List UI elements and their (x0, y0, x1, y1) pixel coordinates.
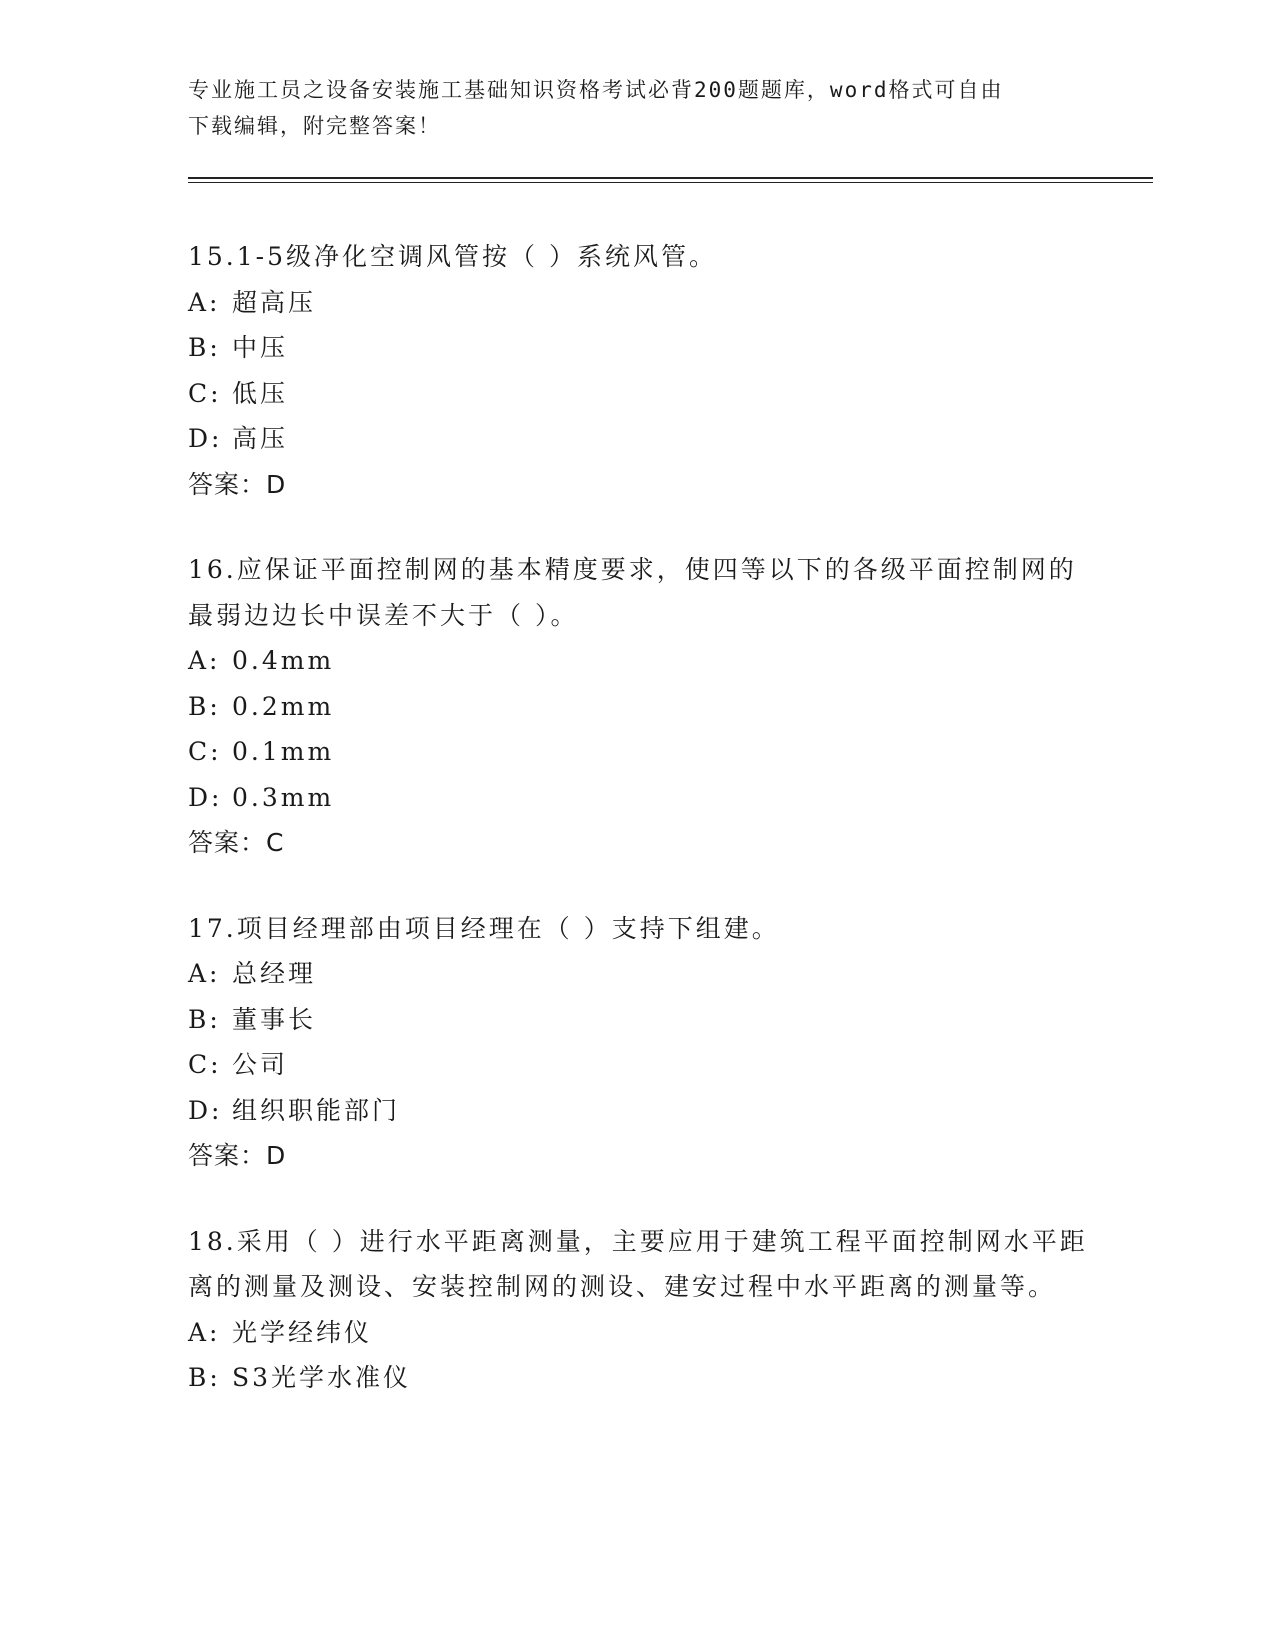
option-key: A: (188, 959, 221, 988)
option-text: 0.3mm (232, 782, 335, 812)
option-text: 光学经纬仪 (232, 1317, 373, 1347)
question-text: 18.采用（ ）进行水平距离测量，主要应用于建筑工程平面控制网水平距离的测量及测设、安装控制网的测设、建安过程中水平距离的测量等。 (188, 1226, 1088, 1301)
option-c (188, 1042, 1088, 1088)
option-key: A: (188, 646, 221, 675)
option-text: 低压 (232, 378, 289, 408)
option-a (188, 638, 1088, 684)
option-key: A: (188, 1317, 221, 1347)
header-title-line-2: 下载编辑，附完整答案！ (188, 114, 441, 138)
option-text: 高压 (232, 424, 289, 453)
question-16 (188, 547, 1088, 866)
question-17 (188, 906, 1088, 1179)
option-b (188, 325, 1088, 371)
question-list (188, 234, 1088, 1441)
option-b (188, 1355, 1088, 1401)
option-text: 0.4mm (232, 646, 335, 675)
option-key: B: (188, 333, 221, 362)
option-a (188, 280, 1088, 326)
option-key: C: (188, 378, 222, 408)
option-text: S3光学水准仪 (232, 1363, 412, 1392)
option-key: B: (188, 1363, 221, 1392)
option-text: 中压 (232, 333, 289, 362)
option-text: 公司 (232, 1050, 289, 1079)
option-text: 0.1mm (232, 737, 335, 766)
option-key: D: (188, 424, 223, 453)
option-text: 组织职能部门 (232, 1095, 401, 1125)
answer-line: 答案：C (188, 828, 285, 857)
option-text: 董事长 (232, 1004, 317, 1034)
option-a (188, 951, 1088, 997)
option-a (188, 1310, 1088, 1356)
option-key: B: (188, 1004, 221, 1034)
document-header (188, 72, 1088, 144)
option-d (188, 1088, 1088, 1134)
question-18 (188, 1219, 1088, 1401)
header-rule-thick (188, 177, 1153, 179)
header-rule-thin (188, 182, 1153, 183)
option-key: D: (188, 782, 223, 812)
header-title-line-1: 专业施工员之设备安装施工基础知识资格考试必背200题题库，word格式可自由 (188, 78, 1004, 102)
option-key: C: (188, 1050, 222, 1079)
option-key: B: (188, 691, 221, 721)
option-c (188, 371, 1088, 417)
answer-line: 答案：D (188, 1141, 287, 1170)
option-text: 总经理 (232, 959, 317, 988)
option-text: 0.2mm (232, 691, 335, 721)
question-text: 15.1-5级净化空调风管按（ ）系统风管。 (188, 242, 717, 271)
option-b (188, 997, 1088, 1043)
option-key: C: (188, 737, 222, 766)
option-d (188, 416, 1088, 462)
option-text: 超高压 (232, 287, 317, 317)
question-15 (188, 234, 1088, 507)
question-text: 16.应保证平面控制网的基本精度要求，使四等以下的各级平面控制网的最弱边边长中误差不大于（ ）。 (188, 555, 1077, 630)
answer-line: 答案：D (188, 469, 287, 499)
option-key: D: (188, 1095, 223, 1125)
option-c (188, 729, 1088, 775)
option-d (188, 775, 1088, 821)
option-key: A: (188, 287, 221, 317)
question-text: 17.项目经理部由项目经理在（ ）支持下组建。 (188, 913, 780, 943)
option-b (188, 684, 1088, 730)
